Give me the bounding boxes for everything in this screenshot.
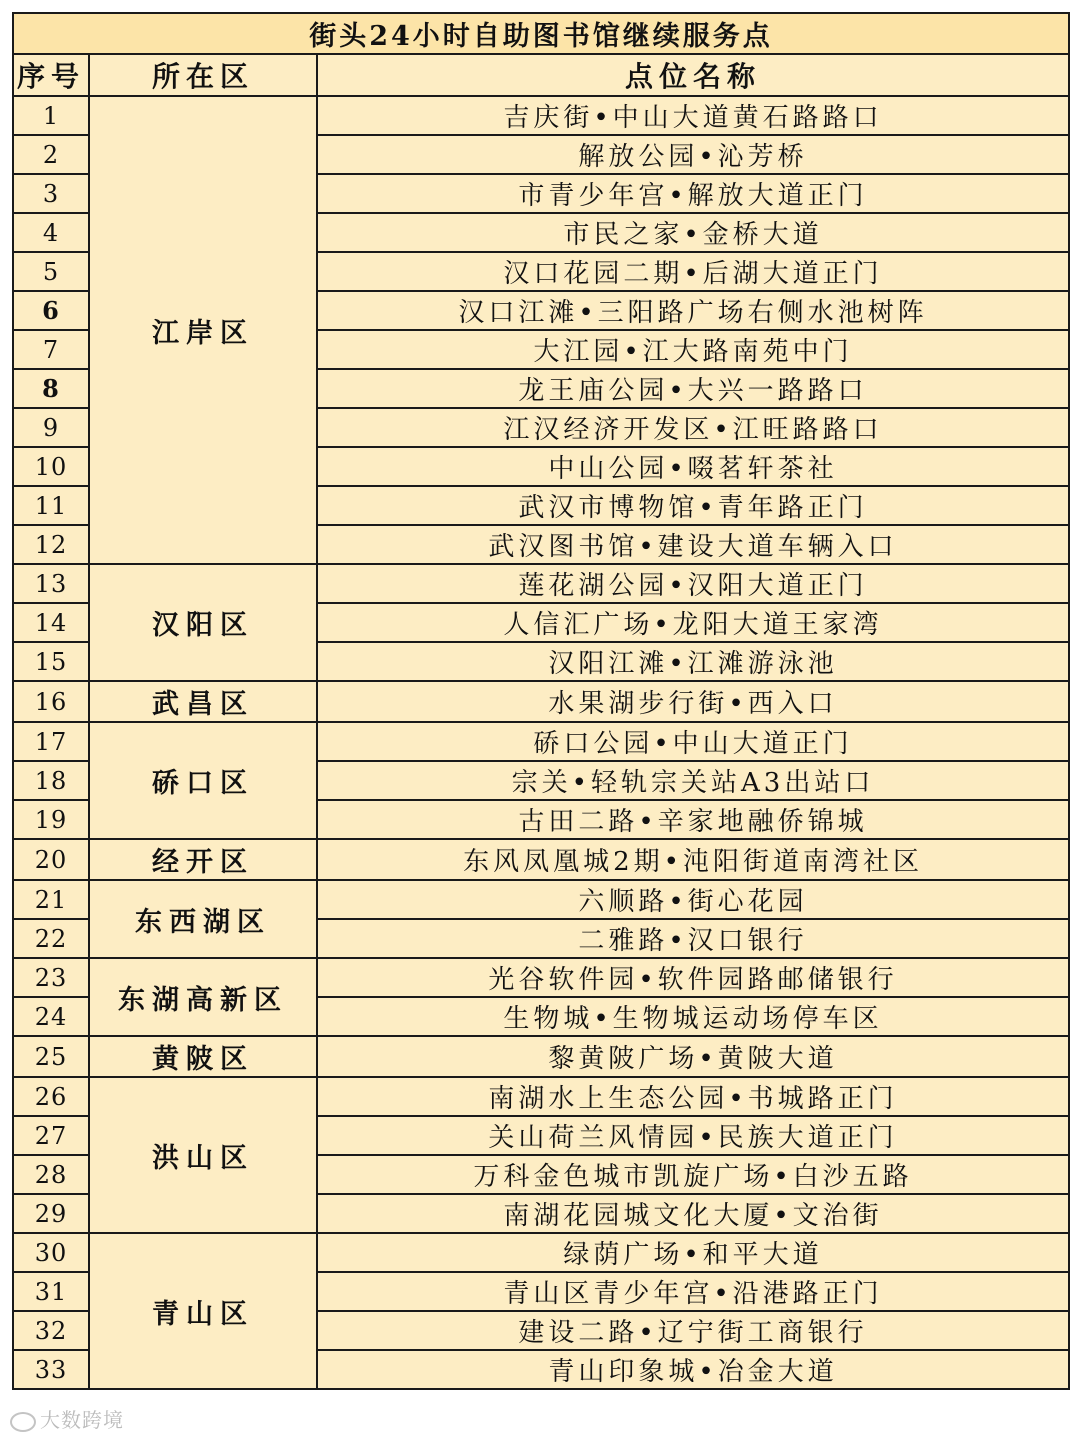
location-cell: 黎黄陂广场•黄陂大道 (317, 1036, 1069, 1077)
watermark (10, 1404, 124, 1433)
location-cell: 人信汇广场•龙阳大道王家湾 (317, 603, 1069, 642)
location-cell: 中山公园•啜茗轩茶社 (317, 447, 1069, 486)
location-cell: 莲花湖公园•汉阳大道正门 (317, 564, 1069, 603)
table-row (13, 1233, 1069, 1272)
location-cell: 龙王庙公园•大兴一路路口 (317, 369, 1069, 408)
row-number: 12 (13, 525, 89, 564)
location-cell: 关山荷兰风情园•民族大道正门 (317, 1116, 1069, 1155)
district-cell: 洪山区 (89, 1077, 317, 1233)
location-cell: 万科金色城市凯旋广场•白沙五路 (317, 1155, 1069, 1194)
table-row (13, 1036, 1069, 1077)
location-cell: 市青少年宫•解放大道正门 (317, 174, 1069, 213)
row-number: 3 (13, 174, 89, 213)
table-row (13, 1077, 1069, 1116)
location-cell: 二雅路•汉口银行 (317, 919, 1069, 958)
row-number: 11 (13, 486, 89, 525)
location-cell: 解放公园•沁芳桥 (317, 135, 1069, 174)
district-cell: 黄陂区 (89, 1036, 317, 1077)
district-cell: 东西湖区 (89, 880, 317, 958)
row-number: 16 (13, 681, 89, 722)
row-number: 31 (13, 1272, 89, 1311)
row-number: 5 (13, 252, 89, 291)
location-cell: 汉阳江滩•江滩游泳池 (317, 642, 1069, 681)
row-number: 26 (13, 1077, 89, 1116)
location-cell: 硚口公园•中山大道正门 (317, 722, 1069, 761)
row-number: 1 (13, 96, 89, 135)
row-number: 23 (13, 958, 89, 997)
location-cell: 南湖花园城文化大厦•文治街 (317, 1194, 1069, 1233)
header-district: 所在区 (89, 54, 317, 96)
row-number: 30 (13, 1233, 89, 1272)
table-row (13, 958, 1069, 997)
table-body (13, 96, 1069, 1389)
location-cell: 六顺路•街心花园 (317, 880, 1069, 919)
watermark-text: 大数跨境 (40, 1408, 124, 1432)
row-number: 20 (13, 839, 89, 880)
header-num: 序号 (13, 54, 89, 96)
row-number: 18 (13, 761, 89, 800)
location-cell: 市民之家•金桥大道 (317, 213, 1069, 252)
location-cell: 汉口花园二期•后湖大道正门 (317, 252, 1069, 291)
location-cell: 绿荫广场•和平大道 (317, 1233, 1069, 1272)
location-cell: 青山区青少年宫•沿港路正门 (317, 1272, 1069, 1311)
district-cell: 经开区 (89, 839, 317, 880)
district-cell: 东湖高新区 (89, 958, 317, 1036)
row-number: 9 (13, 408, 89, 447)
table-row (13, 564, 1069, 603)
row-number: 24 (13, 997, 89, 1036)
row-number: 29 (13, 1194, 89, 1233)
row-number: 15 (13, 642, 89, 681)
row-number: 6 (13, 291, 89, 330)
location-cell: 武汉市博物馆•青年路正门 (317, 486, 1069, 525)
row-number: 14 (13, 603, 89, 642)
service-points-table (12, 12, 1068, 1390)
row-number: 21 (13, 880, 89, 919)
row-number: 17 (13, 722, 89, 761)
location-cell: 宗关•轻轨宗关站A3出站口 (317, 761, 1069, 800)
row-number: 8 (13, 369, 89, 408)
district-cell: 青山区 (89, 1233, 317, 1389)
location-cell: 南湖水上生态公园•书城路正门 (317, 1077, 1069, 1116)
location-cell: 生物城•生物城运动场停车区 (317, 997, 1069, 1036)
location-cell: 吉庆街•中山大道黄石路路口 (317, 96, 1069, 135)
row-number: 7 (13, 330, 89, 369)
location-cell: 水果湖步行街•西入口 (317, 681, 1069, 722)
table-row (13, 681, 1069, 722)
district-cell: 江岸区 (89, 96, 317, 564)
table-row (13, 96, 1069, 135)
district-cell: 武昌区 (89, 681, 317, 722)
row-number: 25 (13, 1036, 89, 1077)
location-cell: 建设二路•辽宁街工商银行 (317, 1311, 1069, 1350)
table-row (13, 839, 1069, 880)
row-number: 2 (13, 135, 89, 174)
table-row (13, 880, 1069, 919)
district-cell: 汉阳区 (89, 564, 317, 681)
row-number: 22 (13, 919, 89, 958)
row-number: 33 (13, 1350, 89, 1389)
location-cell: 武汉图书馆•建设大道车辆入口 (317, 525, 1069, 564)
location-cell: 江汉经济开发区•江旺路路口 (317, 408, 1069, 447)
row-number: 19 (13, 800, 89, 839)
header-location: 点位名称 (317, 54, 1069, 96)
row-number: 4 (13, 213, 89, 252)
location-cell: 古田二路•辛家地融侨锦城 (317, 800, 1069, 839)
weibo-icon (10, 1412, 36, 1432)
location-cell: 东风凤凰城2期•沌阳街道南湾社区 (317, 839, 1069, 880)
row-number: 28 (13, 1155, 89, 1194)
row-number: 32 (13, 1311, 89, 1350)
row-number: 10 (13, 447, 89, 486)
location-cell: 光谷软件园•软件园路邮储银行 (317, 958, 1069, 997)
row-number: 13 (13, 564, 89, 603)
location-cell: 大江园•江大路南苑中门 (317, 330, 1069, 369)
table-row (13, 722, 1069, 761)
row-number: 27 (13, 1116, 89, 1155)
table-title: 街头24小时自助图书馆继续服务点 (13, 13, 1069, 54)
location-cell: 汉口江滩•三阳路广场右侧水池树阵 (317, 291, 1069, 330)
location-cell: 青山印象城•冶金大道 (317, 1350, 1069, 1389)
district-cell: 硚口区 (89, 722, 317, 839)
